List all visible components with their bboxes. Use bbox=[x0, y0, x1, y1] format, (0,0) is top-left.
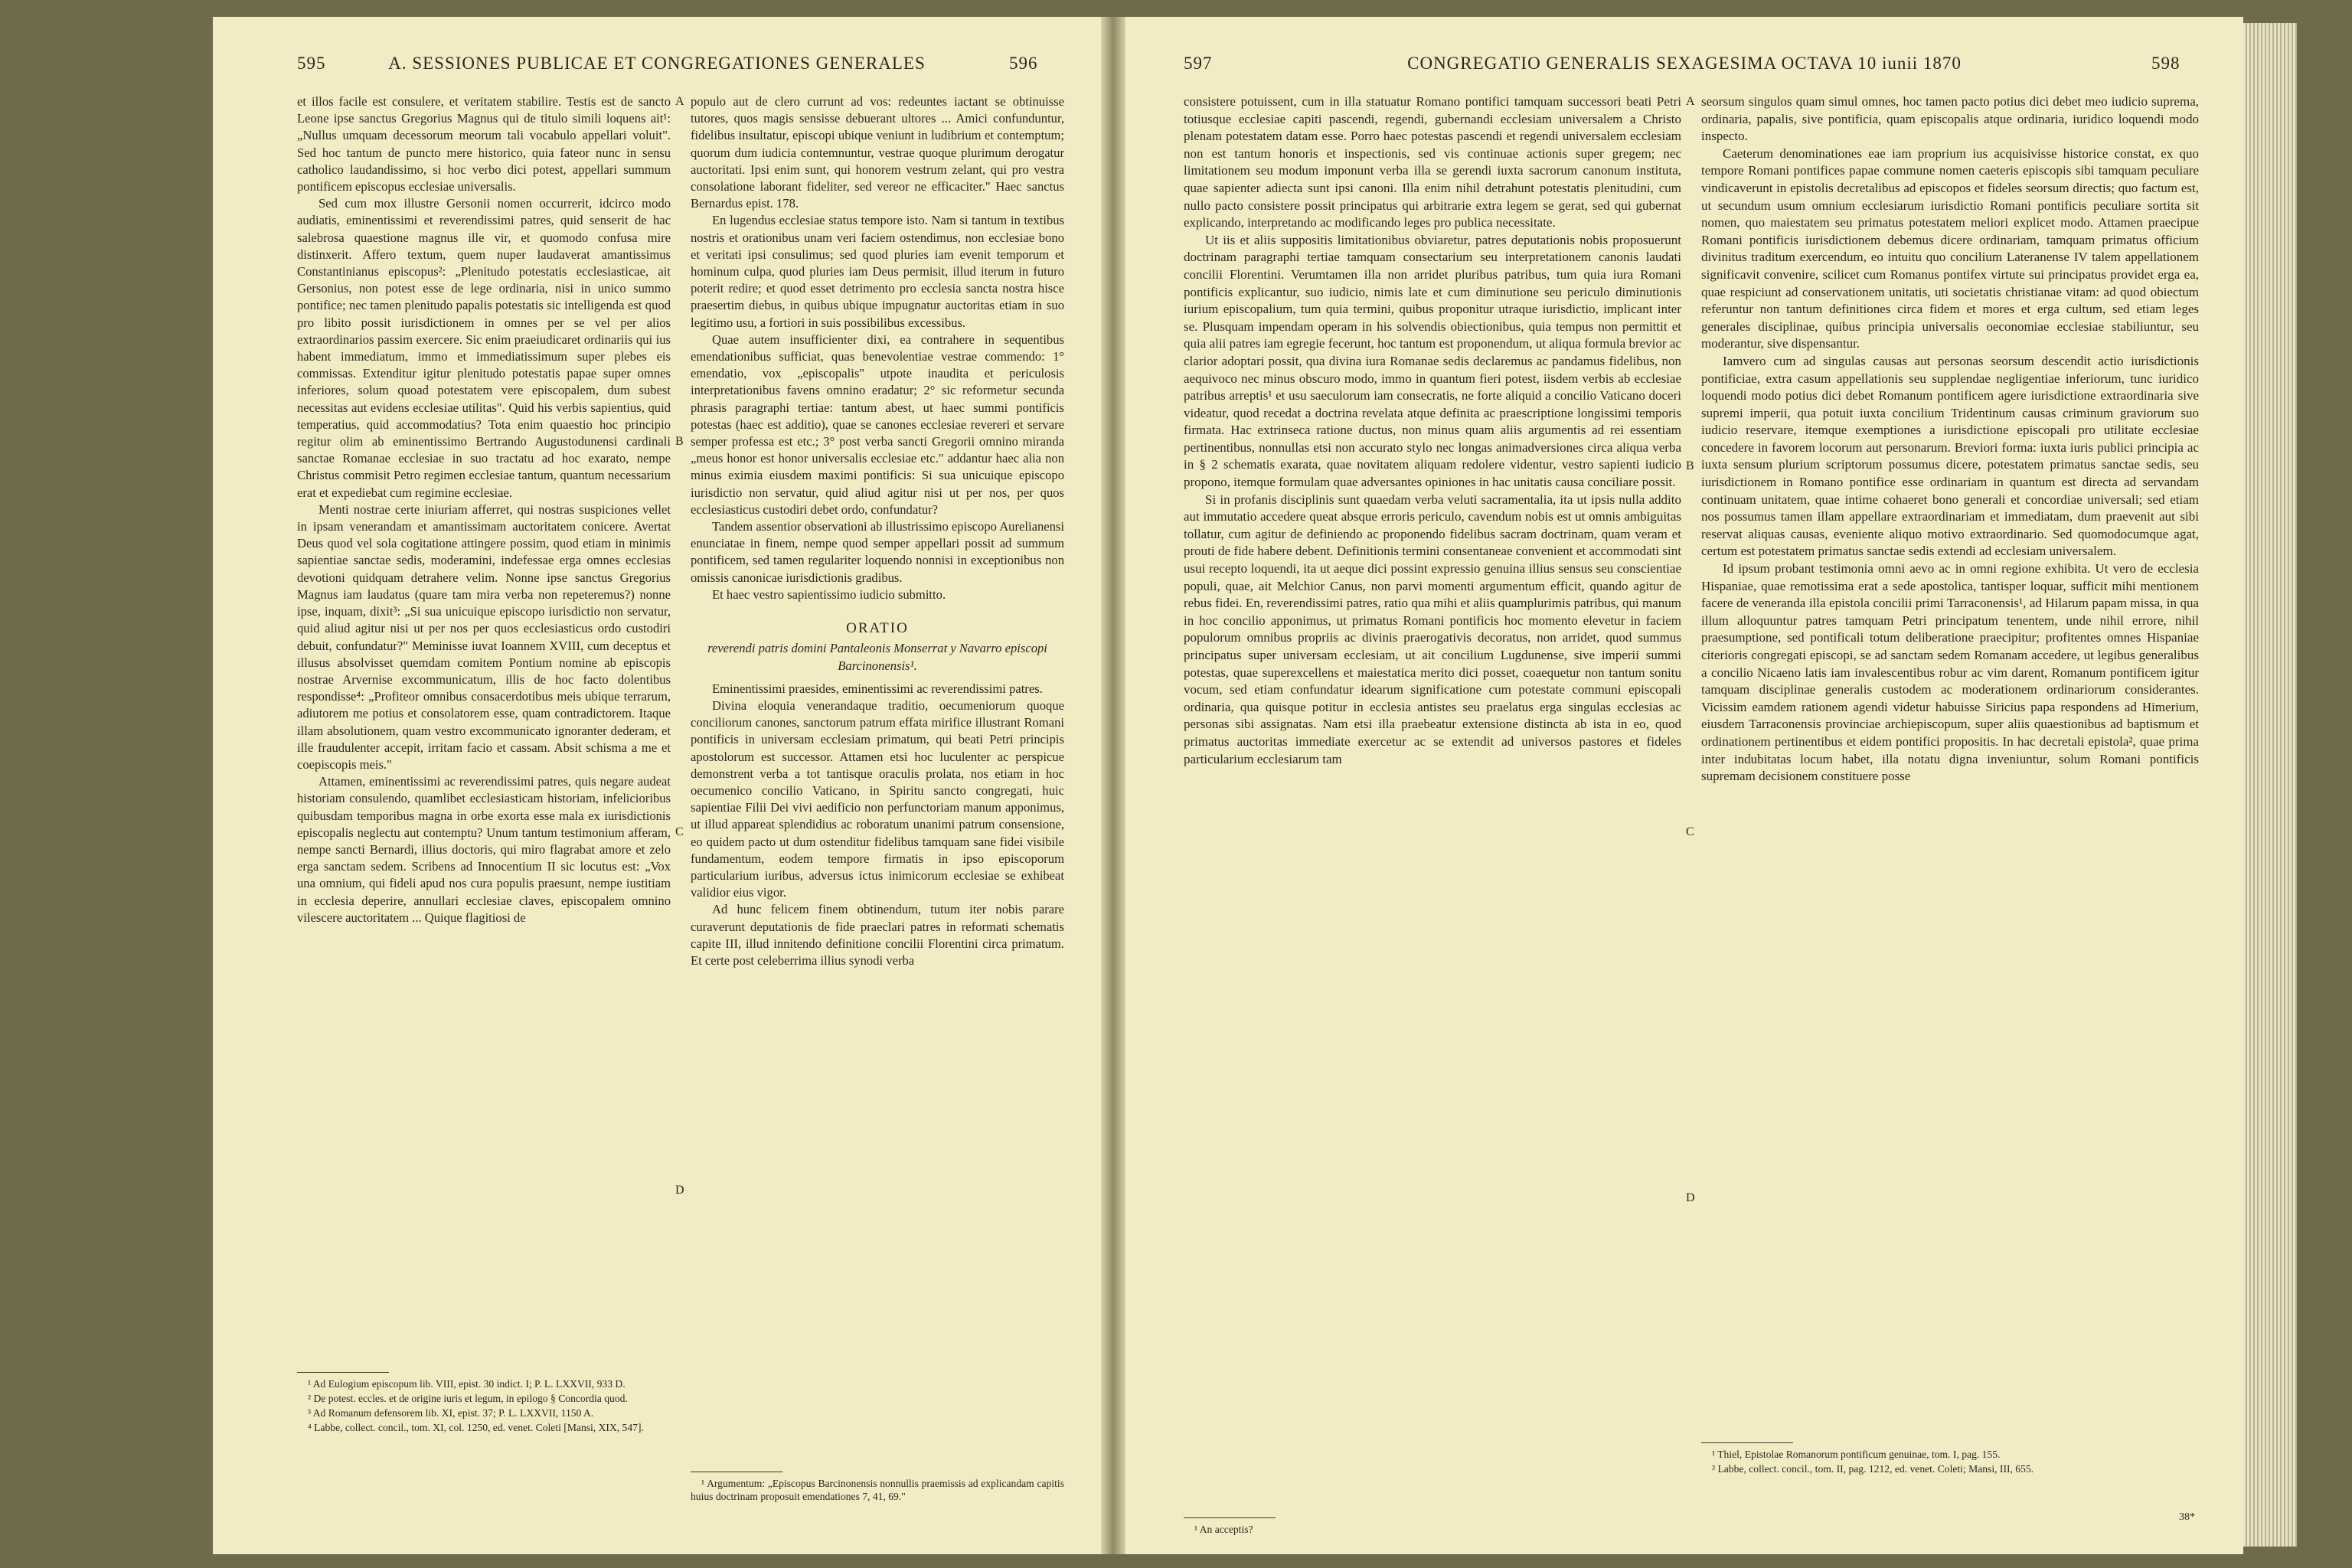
left-page bbox=[213, 17, 1101, 1554]
paragraph: Eminentissimi praesides, eminentissimi ac reverendissimi patres. bbox=[712, 681, 1043, 696]
paragraph: consistere potuissent, cum in illa statuatur Romano pontifici tamquam successori beati Petri totiusque ecclesiae capiti pascendi, regendi, gubernandi ecclesiam universalem a Christo plenam potestatem datam esse. Porro haec potestas pascendi et regendi universalem ecclesiam non est tantum honoris et inspectionis, sed vis continuae actionis super gregem; nec limitationem seu modum imponunt verba illa se gerendi iuxta sacrorum canonum instituta, quae sapienter adiecta sunt ipsi canoni. Illa enim nihil detrahunt potestatis plenitudini, cum nullo pacto consistere possit principatus qui arbitrarie extra legem se gerat, sed qui gubernat explicando, interpretando ac modificando leges pro publica necessitate. bbox=[1184, 94, 1681, 230]
page-number-596: 596 bbox=[1009, 54, 1038, 73]
footnote: ¹ Ad Eulogium episcopum lib. VIII, epist. 30 indict. I; P. L. LXXVII, 933 D. bbox=[308, 1378, 626, 1390]
footnote-rule bbox=[297, 1372, 389, 1373]
left-column-1 bbox=[297, 93, 671, 926]
paragraph: Attamen, eminentissimi ac reverendissimi patres, quis negare audeat historiam consulendo, quamlibet ecclesiasticam historiam, infelicioribus quibusdam temporibus magna in orbe exorta esse mala ex iurisdictionis episcopalis neglectu aut contemptu? Unum tantum testimonium afferam, nempe sancti Bernardi, illius doctoris, qui miro flagrabat amore et zelo erga sanctam sedem. Scribens ad Innocentium II sic locutus est: „Vox una omnium, qui fideli apud nos cura populis praesunt, nempe iustitiam in ecclesia deperire, annullari ecclesiae claves, episcopalem omnino vilescere auctoritatem ... Quique flagitiosi de bbox=[297, 774, 671, 925]
footnote: ¹ Argumentum: „Episcopus Barcinonensis nonnullis praemissis ad explicandam capitis huius doctrinam proposuit emendationes 7, 41, 69." bbox=[691, 1478, 1064, 1502]
paragraph: Quae autem insufficienter dixi, ea contrahere in sequentibus emendationibus sufficiat, quas benevolentiae vestrae commendo: 1° emendatio, vox „episcopalis" utpote inaudita et periculosis interpretationibus favens omnino eradatur; 2° sic reformetur secunda phrasis paragraphi tertiae: tantum abest, ut haec summi pontificis potestas (haec est additio), quae se canones ecclesiae revereri et servare semper professa est etc.; 3° post verba sancti Gregorii omnino miranda „meus honor est honor universalis ecclesiae etc." addantur haec alia non minus eximia eiusdem maximi pontificis: Si sua unicuique episcopo iurisdictio non servatur, quid aliud agitur nisi ut per nos, per quos ecclesiasticus custodiri debet ordo, confundatur? bbox=[691, 332, 1064, 517]
paragraph: En lugendus ecclesiae status tempore isto. Nam si tantum in textibus nostris et orationibus unam veri faciem ostendimus, non ecclesiae bono et veritati ipsi consulimus; sed quod pluries iam evenit temporum et hominum culpa, quod pluries iam Deus permisit, illud iterum in futuro poterit redire; et quod esset detrimento pro ecclesia sancta nostra hisce praesertim diebus, in quibus ubique impugnatur auctoritas etiam in suo legitimo usu, a fortiori in suis possibilibus excessibus. bbox=[691, 213, 1064, 330]
paragraph: Ad hunc felicem finem obtinendum, tutum iter nobis parare curaverunt deputationis de fide praeclari patres in reformati schematis capite III, illud innitendo definitione concilii Florentini circa primatum. Et certe post celeberrima illius synodi verba bbox=[691, 902, 1064, 968]
oration-title: ORATIO bbox=[846, 620, 909, 637]
margin-marker-c: C bbox=[675, 825, 684, 838]
right-page bbox=[1125, 17, 2243, 1554]
margin-marker-a: A bbox=[675, 95, 684, 108]
page-number-597: 597 bbox=[1184, 54, 1213, 73]
left-column-1-footnotes bbox=[297, 1372, 671, 1436]
margin-marker-c: C bbox=[1686, 825, 1694, 838]
page-number-595: 595 bbox=[297, 54, 326, 73]
footnote: ² De potest. eccles. et de origine iuris et legum, in epilogo § Concordia quod. bbox=[308, 1393, 628, 1404]
footnote: ³ Ad Romanum defensorem lib. XI, epist. 37; P. L. LXXVII, 1150 A. bbox=[308, 1407, 594, 1419]
margin-marker-b: B bbox=[1686, 459, 1694, 472]
left-column-2-footnotes bbox=[691, 1472, 1064, 1504]
right-column-1 bbox=[1184, 93, 1681, 768]
footnote: ¹ Thiel, Epistolae Romanorum pontificum genuinae, tom. I, pag. 155. bbox=[1712, 1449, 2001, 1460]
page-number-598: 598 bbox=[2151, 54, 2180, 73]
footnote: ⁴ Labbe, collect. concil., tom. XI, col. 1250, ed. venet. Coleti [Mansi, XIX, 547]. bbox=[308, 1422, 644, 1433]
footnote: ¹ An acceptis? bbox=[1194, 1524, 1253, 1535]
left-column-2 bbox=[691, 93, 1064, 969]
right-page-header bbox=[1125, 54, 2243, 84]
signature-mark: 38* bbox=[2179, 1511, 2195, 1523]
paragraph: seorsum singulos quam simul omnes, hoc tamen pacto potius dici debet meo iudicio suprema, ordinaria, papalis, sive pontificia, quam episcopalis atque ordinaria, iuridico loquendi modo inspecto. bbox=[1701, 94, 2199, 144]
footnote-rule bbox=[1701, 1442, 1793, 1443]
paragraph: Menti nostrae certe iniuriam afferret, qui nostras suspiciones vellet in ipsam venerandam et amantissimam auctoritatem conicere. Avertat Deus quod vel sola cogitatione attingere possim, quod etiam in minimis sapientiae sanctae sedis, moderamini, indefessae erga omnes ecclesias devotioni quidquam detrahere velim. Nonne ipse sanctus Gregorius Magnus iam laudatus (quare tam mira verba non repeteremus?) nonne ipse, inquam, dixit³: „Si sua unicuique episcopo iurisdictio non servatur, quid aliud agitur nisi ut per nos per quos ecclesiasticus ordo custodiri debuit, confundatur?" Meminisse iuvat Ioannem XVIII, cum deceptus et illusus absolvisset quemdam comitem Pontium nomine ab episcopis nostrae Arvernise excommunicatum, illis de hoc facto dolentibus respondisse⁴: „Profiteor omnibus consacerdotibus meis ubique terrarum, adiutorem me potius et consolatorem esse, quam contradictorem. Itaque illam absolutionem, quam vestro excommunicato ignoranter dederam, et ille fraudulenter accepit, irritam facio et cassam. Absit schisma a me et coepiscopis meis." bbox=[297, 501, 671, 772]
footnote-rule bbox=[1184, 1517, 1276, 1518]
right-column-1-footnotes bbox=[1184, 1517, 1681, 1537]
margin-marker-a: A bbox=[1686, 95, 1695, 108]
margin-marker-b: B bbox=[675, 435, 684, 448]
right-column-2 bbox=[1701, 93, 2199, 786]
book-gutter bbox=[1101, 17, 1125, 1554]
margin-marker-d: D bbox=[675, 1184, 684, 1197]
running-title: A. SESSIONES PUBLICAE ET CONGREGATIONES GENERALES bbox=[388, 54, 926, 73]
paragraph: Et haec vestro sapientissimo iudicio submitto. bbox=[712, 586, 946, 602]
paragraph: Caeterum denominationes eae iam proprium ius acquisivisse historice constat, ex quo tempore Romani pontifices papae commune nomen caeteris episcopis sibi tamquam peculiare vindicaverunt in epistolis decretalibus ad episcopos et fideles seorsum directis; quo factum est, ut secundum usum omnium ecclesiarum iurisdictio Romani pontificis peculiare sortita sit nomen, quo maiestatem seu primatus potestatem meliori explicet modo. Attamen praecipue Romani pontificis iurisdictionem debemus dicere ordinariam, tamquam primatus officium divinitus traditum exercendum, eo intuitu quo concilium Lateranense IV talem appellationem significavit convenire, scilicet cum Romanus pontifex virtute sui principatus providet erga ea, quae respiciunt ad conservationem unitatis, uti societatis christianae vitam: ad quod obiectum referuntur non tantum definitiones circa fidem et mores et erga cultum, sed etiam leges generales disciplinae, quibus principia universalis oeconomiae ecclesiae stabiliuntur, seu moderantur, sive dispensantur. bbox=[1701, 145, 2199, 351]
left-page-header bbox=[213, 54, 1101, 84]
footnote: ² Labbe, collect. concil., tom. II, pag. 1212, ed. venet. Coleti; Mansi, III, 655. bbox=[1712, 1463, 2034, 1475]
paragraph: Ut iis et aliis suppositis limitationibus obviaretur, patres deputationis nobis proposuerunt doctrinam paragraphi tertiae tamquam consectarium seu interpretationem canonis laudati concilii Florentini. Verumtamen illa non arridet pluribus patribus, tum quia iura Romani pontificis explicantur, suo iudicio, nimis late et cum diminutione seu periculo diminutionis iurium episcopalium, tum quia termini, quibus proponitur utraque iurisdictio, implicant inter se. Plusquam impendam operam in his solvendis obiectionibus, quia tempus non permittit et quia alii patres iam egregie fecerunt, hoc tantum est proponendum, ut aliqua formula brevior ac clarior adoptari possit, qua divina iura Romanae sedis declaremus ac pandamus fidelibus, non aequivoco nec minus obscuro modo, immo in quantum fieri potest, iisdem verbis ab ecclesiae patribus arreptis¹ et usu saeculorum iam consecratis, ne forte aliquid a concilio Vaticano doceri videatur, quod recedat a doctrina revelata atque definita ac praescriptione longissimi temporis firmata. Hac extrinseca ratione ductus, non minus quam aliis argumentis ad rei essentiam pertinentibus, nonnullas etsi non accurato stylo nec longas animadversiones circa aliqua verba in § 2 schematis exarata, quae novitatem aliquam redolere videntur, vestro sapienti iudicio propono, itemque formulam quae adversantes opiniones in hac unitatis causa conciliare possit. bbox=[1184, 232, 1681, 490]
paragraph: Divina eloquia venerandaque traditio, oecumeniorum quoque conciliorum canones, sanctorum patrum effata mirifice illustrant Romani pontificis in universam ecclesiam primatum, qui beati Petri principis apostolorum est successor. Attamen etsi hoc luculenter ac perspicue demonstrent verba a tot tantisque oraculis prolata, nos etiam in hoc oecumenico concilio Vaticano, in Spiritu sancto congregati, huic sapientiae Filii Dei vivi aedificio non perfunctoriam manum apponimus, ut illud appareat splendidius ac roboratum unanimi patrum consensione, eo quidem pacto ut dum ostenditur fidelibus tamquam sane fidei visibile fundamentum, eodem tempore firmatis in ipso episcoporum particularium iuribus, adversus ictus inimicorum ecclesiae se exhibeat validior eius vigor. bbox=[691, 697, 1064, 900]
paragraph: Id ipsum probant testimonia omni aevo ac in omni regione exhibita. Ut vero de ecclesia Hispaniae, quae remotissima erat a sede apostolica, tantisper loquar, sufficit mihi mentionem facere de veneranda illa epistola concilii primi Tarraconensis¹, ad Hilarum papam missa, in qua illum alloquuntur patres tamquam Petri principatum tenentem, unde nihil errore, nihil praesumptione, sed pontificali totum deliberatione praecipitur; profitentes omnes Hispaniae citerioris congregati episcopi, se ad sanctam sedem Romanam accedere, ut legibus generalibus a concilio Nicaeno latis iam invalescentibus robur ac vim darent, Romanum pontificem igitur tamquam disciplinae generalis custodem ac moderationem ordinariorum considerantes. Vicissim eamdem rationem agendi videtur habuisse Siricius papa respondens ad Himerium, eiusdem Tarraconensis provinciae archiepiscopum, super aliis quaestionibus ad baptismum et ordinationem pertinentibus et eidem pontifici propositis. In hac decretali epistola², quae prima inter indubitatas locum habet, illa notatu digna inveniuntur, solum Romani pontificis supremam decisionem constituere posse bbox=[1701, 561, 2199, 784]
paragraph: Tandem assentior observationi ab illustrissimo episcopo Aurelianensi enunciatae in finem, nempe quod semper appellari possit ad summum pontificem, sed tamen regulariter loquendo nonnisi in exceptionibus non omissis canonicae iurisdictionis gradibus. bbox=[691, 519, 1064, 585]
running-title: CONGREGATIO GENERALIS SEXAGESIMA OCTAVA 10 iunii 1870 bbox=[1407, 54, 1962, 73]
oration-subtitle: reverendi patris domini Pantaleonis Monserrat y Navarro episcopi Barcinonensis¹. bbox=[707, 641, 1047, 673]
right-column-2-footnotes bbox=[1701, 1442, 2199, 1477]
margin-marker-d: D bbox=[1686, 1191, 1695, 1204]
paragraph: populo aut de clero currunt ad vos: redeuntes iactant se obtinuisse tutores, quos magis sensisse debuerant ultores ... Amici confunduntur, fidelibus insultatur, episcopi ubique veniunt in ludibrium et contemptum; quorum dum iudicia contemnuntur, vestrae quoque plurimum derogatur auctoritati. Ipsi enim sunt, qui honorem vestrum zelant, qui pro vestra consolatione laborant fideliter, sed vereor ne efficaciter." Haec sanctus Bernardus epist. 178. bbox=[691, 94, 1064, 211]
paragraph: Iamvero cum ad singulas causas aut personas seorsum descendit actio iurisdictionis pontificiae, extra casum appellationis seu supplendae negligentiae inferiorum, tunc iuridico loquendi modo potius dici debet Romanum pontificem agere iurisdictione extraordinaria sive supremi imperii, qua potuit iuxta concilium Tridentinum causas criminum graviorum suo iudicio reservare, itemque exemptiones a iurisdictione episcopali pro utilitate ecclesiae concedere in favorem locorum aut personarum. Breviori forma: iuxta iuris publici principia ac iuxta sensum plurium scriptorum possumus dicere, potestatem primatus sanctae sedis, seu iurisdictionem in Romano pontifice esse ordinariam in quantum est directa ad servandam continuam unitatem, quae intime cohaeret bono generali et concordiae universali; sed etiam nos possumus tamen illam appellare extraordinariam et immediatam, dum praevenit aut sibi reservat aliquas causas, eveniente aliquo motivo extraordinario. Sed quomodocumque agat, certum est potestatem primatus sanctae sedis extendi ad ecclesiam universalem. bbox=[1701, 353, 2199, 559]
paragraph: et illos facile est consulere, et veritatem stabilire. Testis est de sancto Leone ipse sanctus Gregorius Magnus qui de titulo simili loquens ait¹: „Nullus umquam decessorum meorum tali vocabulo appellari voluit". Sed hoc tantum de puncto mere historico, quia fateor nunc in sensu catholico laudandissimo, si hoc verbo dici potest, appellari summum pontificem episcopus ecclesiae universalis. bbox=[297, 94, 671, 194]
paragraph: Si in profanis disciplinis sunt quaedam verba veluti sacramentalia, ita ut ipsis nulla addito aut immutatio accedere queat absque erroris periculo, cavendum nobis est ut omnis ambiguitas tollatur, cum agitur de definiendo ac proponendo fidelibus sacram doctrinam, quam veram et prouti de fide habere debent. Definitionis termini consentaneae convenient et accommodati sint usui recepto loquendi, ita ut aeque dici possint expressio genuina illius sensus seu conscientiae populi, quae, ait Melchior Canus, non parvi momenti argumentum efficit, quando agitur de rebus fidei. En, reverendissimi patres, ratio qua mihi et aliis quamplurimis patribus, qui manum in hoc concilio apponimus, ut primatus Romani pontificis hoc momento elevetur in faciem populorum omnibus propriis ac divinis praerogativis decoratus, non arridet, quod summus principatus super universam ecclesiam, ut ait concilium Lugdunense, sive imperii summi potestas, quae superexcellens et maiestatica merito dici posset, coaequetur non tantum sonitu vocum, sed etiam confundatur idearum significatione cum potestate communi episcopali ordinaria, qua quisque potitur in ecclesia antistes seu praelatus erga singulas ecclesias ac personas sibi assignatas. Nam etsi illa praebeatur extensione distincta ab ista in eo, quod primatus auctoritas immediate exercetur ac se extendit ad universos pastores et fideles particularium ecclesiarum tam bbox=[1184, 492, 1681, 766]
page-edges bbox=[2243, 23, 2297, 1547]
paragraph: Sed cum mox illustre Gersonii nomen occurrerit, idcirco modo audiatis, eminentissimi et reverendissimi patres, quid senserit de hac salebrosa quaestione magnus ille vir, et quomodo confusa mire distinxerit. Affero textum, quem nuper laudaverat amantissimus Constantinianus episcopus²: „Plenitudo potestatis ecclesiasticae, ait Gersonius, non potest esse de lege ordinaria, nisi in unico summo pontifice; nec tamen plenitudo papalis potestatis sic intelligenda est quod pro libito possit iurisdictionem in omnes per se vel per alios extraordinarios passim exercere. Sic enim praeiudicaret ordinariis qui ius habent immediatum, immo et immediatissimum super plebes eis commissas. Extenditur igitur plenitudo potestatis papae super omnes inferiores, solum quoad potestatem vere episcopalem, dum subest necessitas aut evidens ecclesiae utilitas". Quid his verbis sapientius, quid temperatius, quid accommodatius? Tota enim quaestio hoc principio regitur olim ab eminentissimo Bertrando Augustodunensi cardinali sanctae Romanae ecclesiae in suo tractatu ad hoc exarato, nempe Christus commisit Petro regimen ecclesiae tantum, quantum necessarium erat et expediebat cum regimine ecclesiae. bbox=[297, 196, 671, 500]
